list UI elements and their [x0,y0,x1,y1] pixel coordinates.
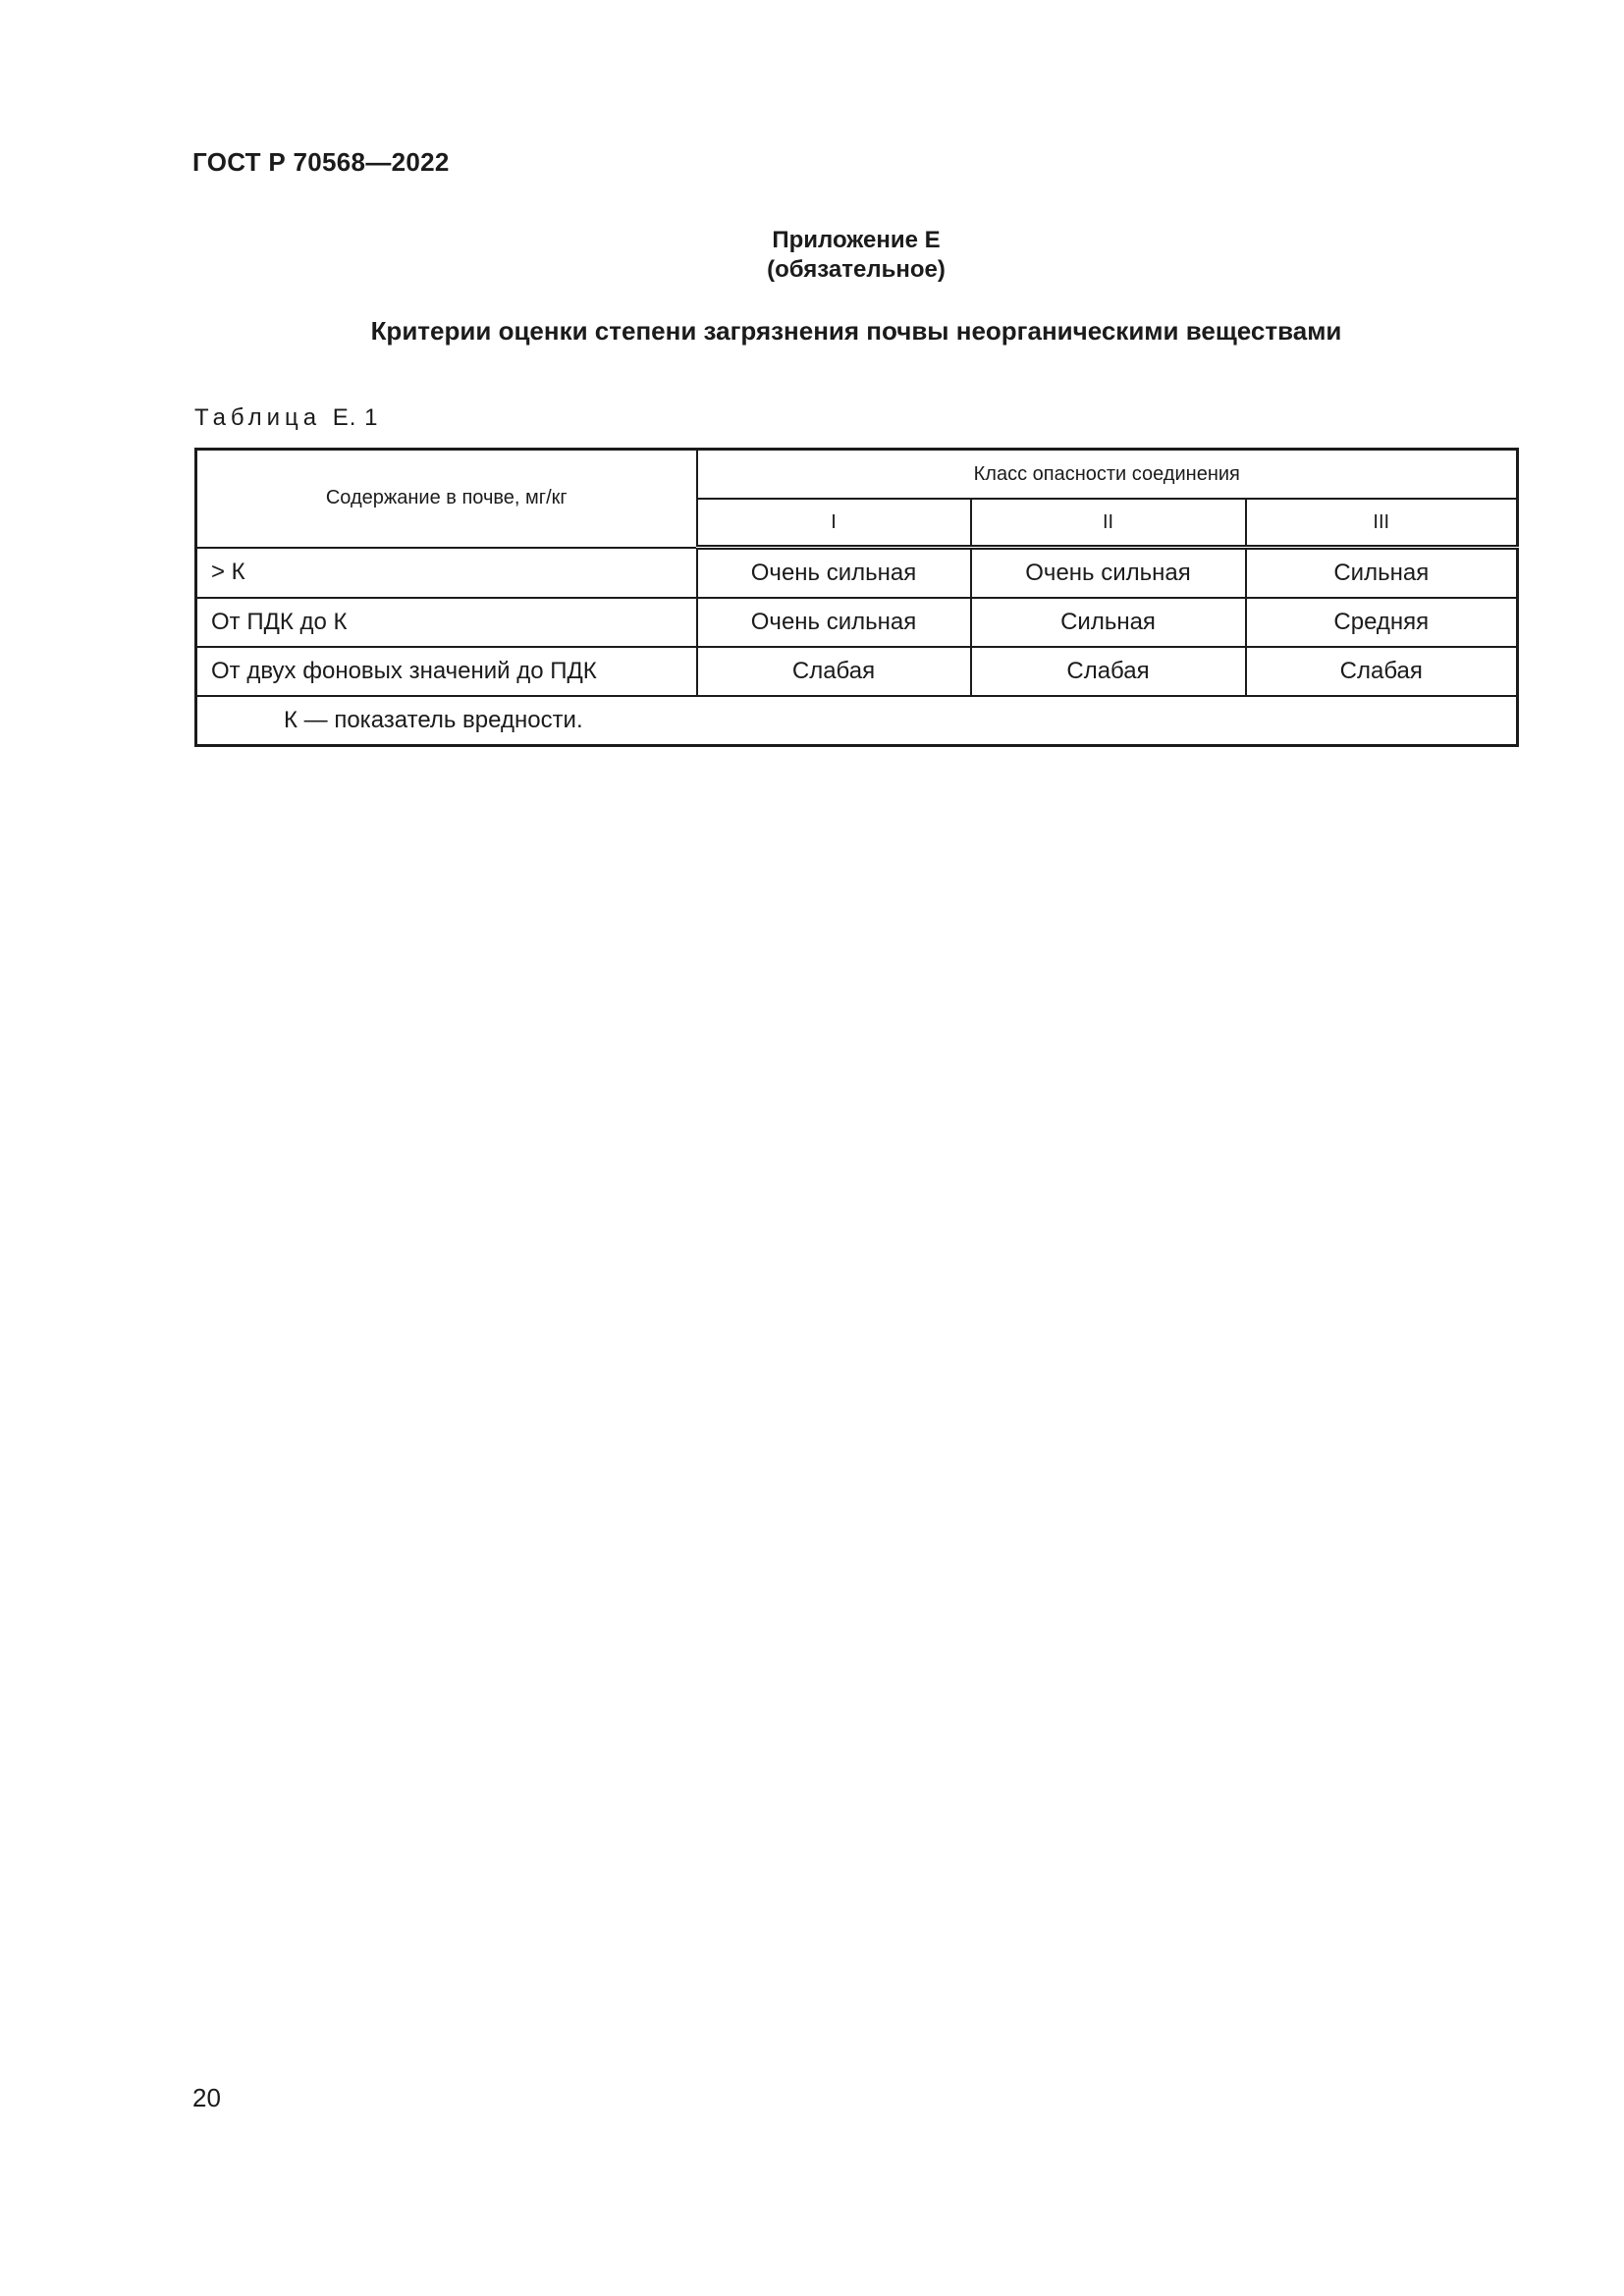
header-class-3: III [1246,499,1518,548]
table-note-row [196,696,1518,746]
header-class-1: I [697,499,971,548]
table-caption-number: Е. 1 [332,404,379,431]
table-row [196,548,1518,599]
row-label: > К [196,548,697,599]
table-note: К — показатель вредности. [196,696,1518,746]
table-cell: Слабая [971,647,1246,696]
table-caption [194,404,378,432]
table-cell: Очень сильная [697,598,971,647]
annex-title: Приложение Е [772,227,941,253]
row-label: От двух фоновых значений до ПДК [196,647,697,696]
table-cell: Сильная [1246,548,1518,599]
table-cell: Слабая [697,647,971,696]
header-soil-content: Содержание в почве, мг/кг [196,450,697,548]
table-row [196,598,1518,647]
table-cell: Сильная [971,598,1246,647]
table-cell: Очень сильная [697,548,971,599]
annex-heading-block [0,316,1624,347]
table-cell: Очень сильная [971,548,1246,599]
table-cell: Слабая [1246,647,1518,696]
annex-title-block [0,226,1624,285]
table-caption-label: Таблица [194,404,322,431]
document-code: ГОСТ Р 70568—2022 [192,147,450,177]
header-class-2: II [971,499,1246,548]
table-row [196,647,1518,696]
page-number: 20 [192,2083,221,2112]
table-cell: Средняя [1246,598,1518,647]
row-label: От ПДК до К [196,598,697,647]
header-hazard-class: Класс опасности соединения [697,450,1518,500]
table-header-row [196,450,1518,500]
annex-heading: Критерии оценки степени загрязнения почвы неорганическими веществами [370,316,1342,346]
pollution-criteria-table [194,448,1519,747]
annex-status: (обязательное) [767,256,946,283]
